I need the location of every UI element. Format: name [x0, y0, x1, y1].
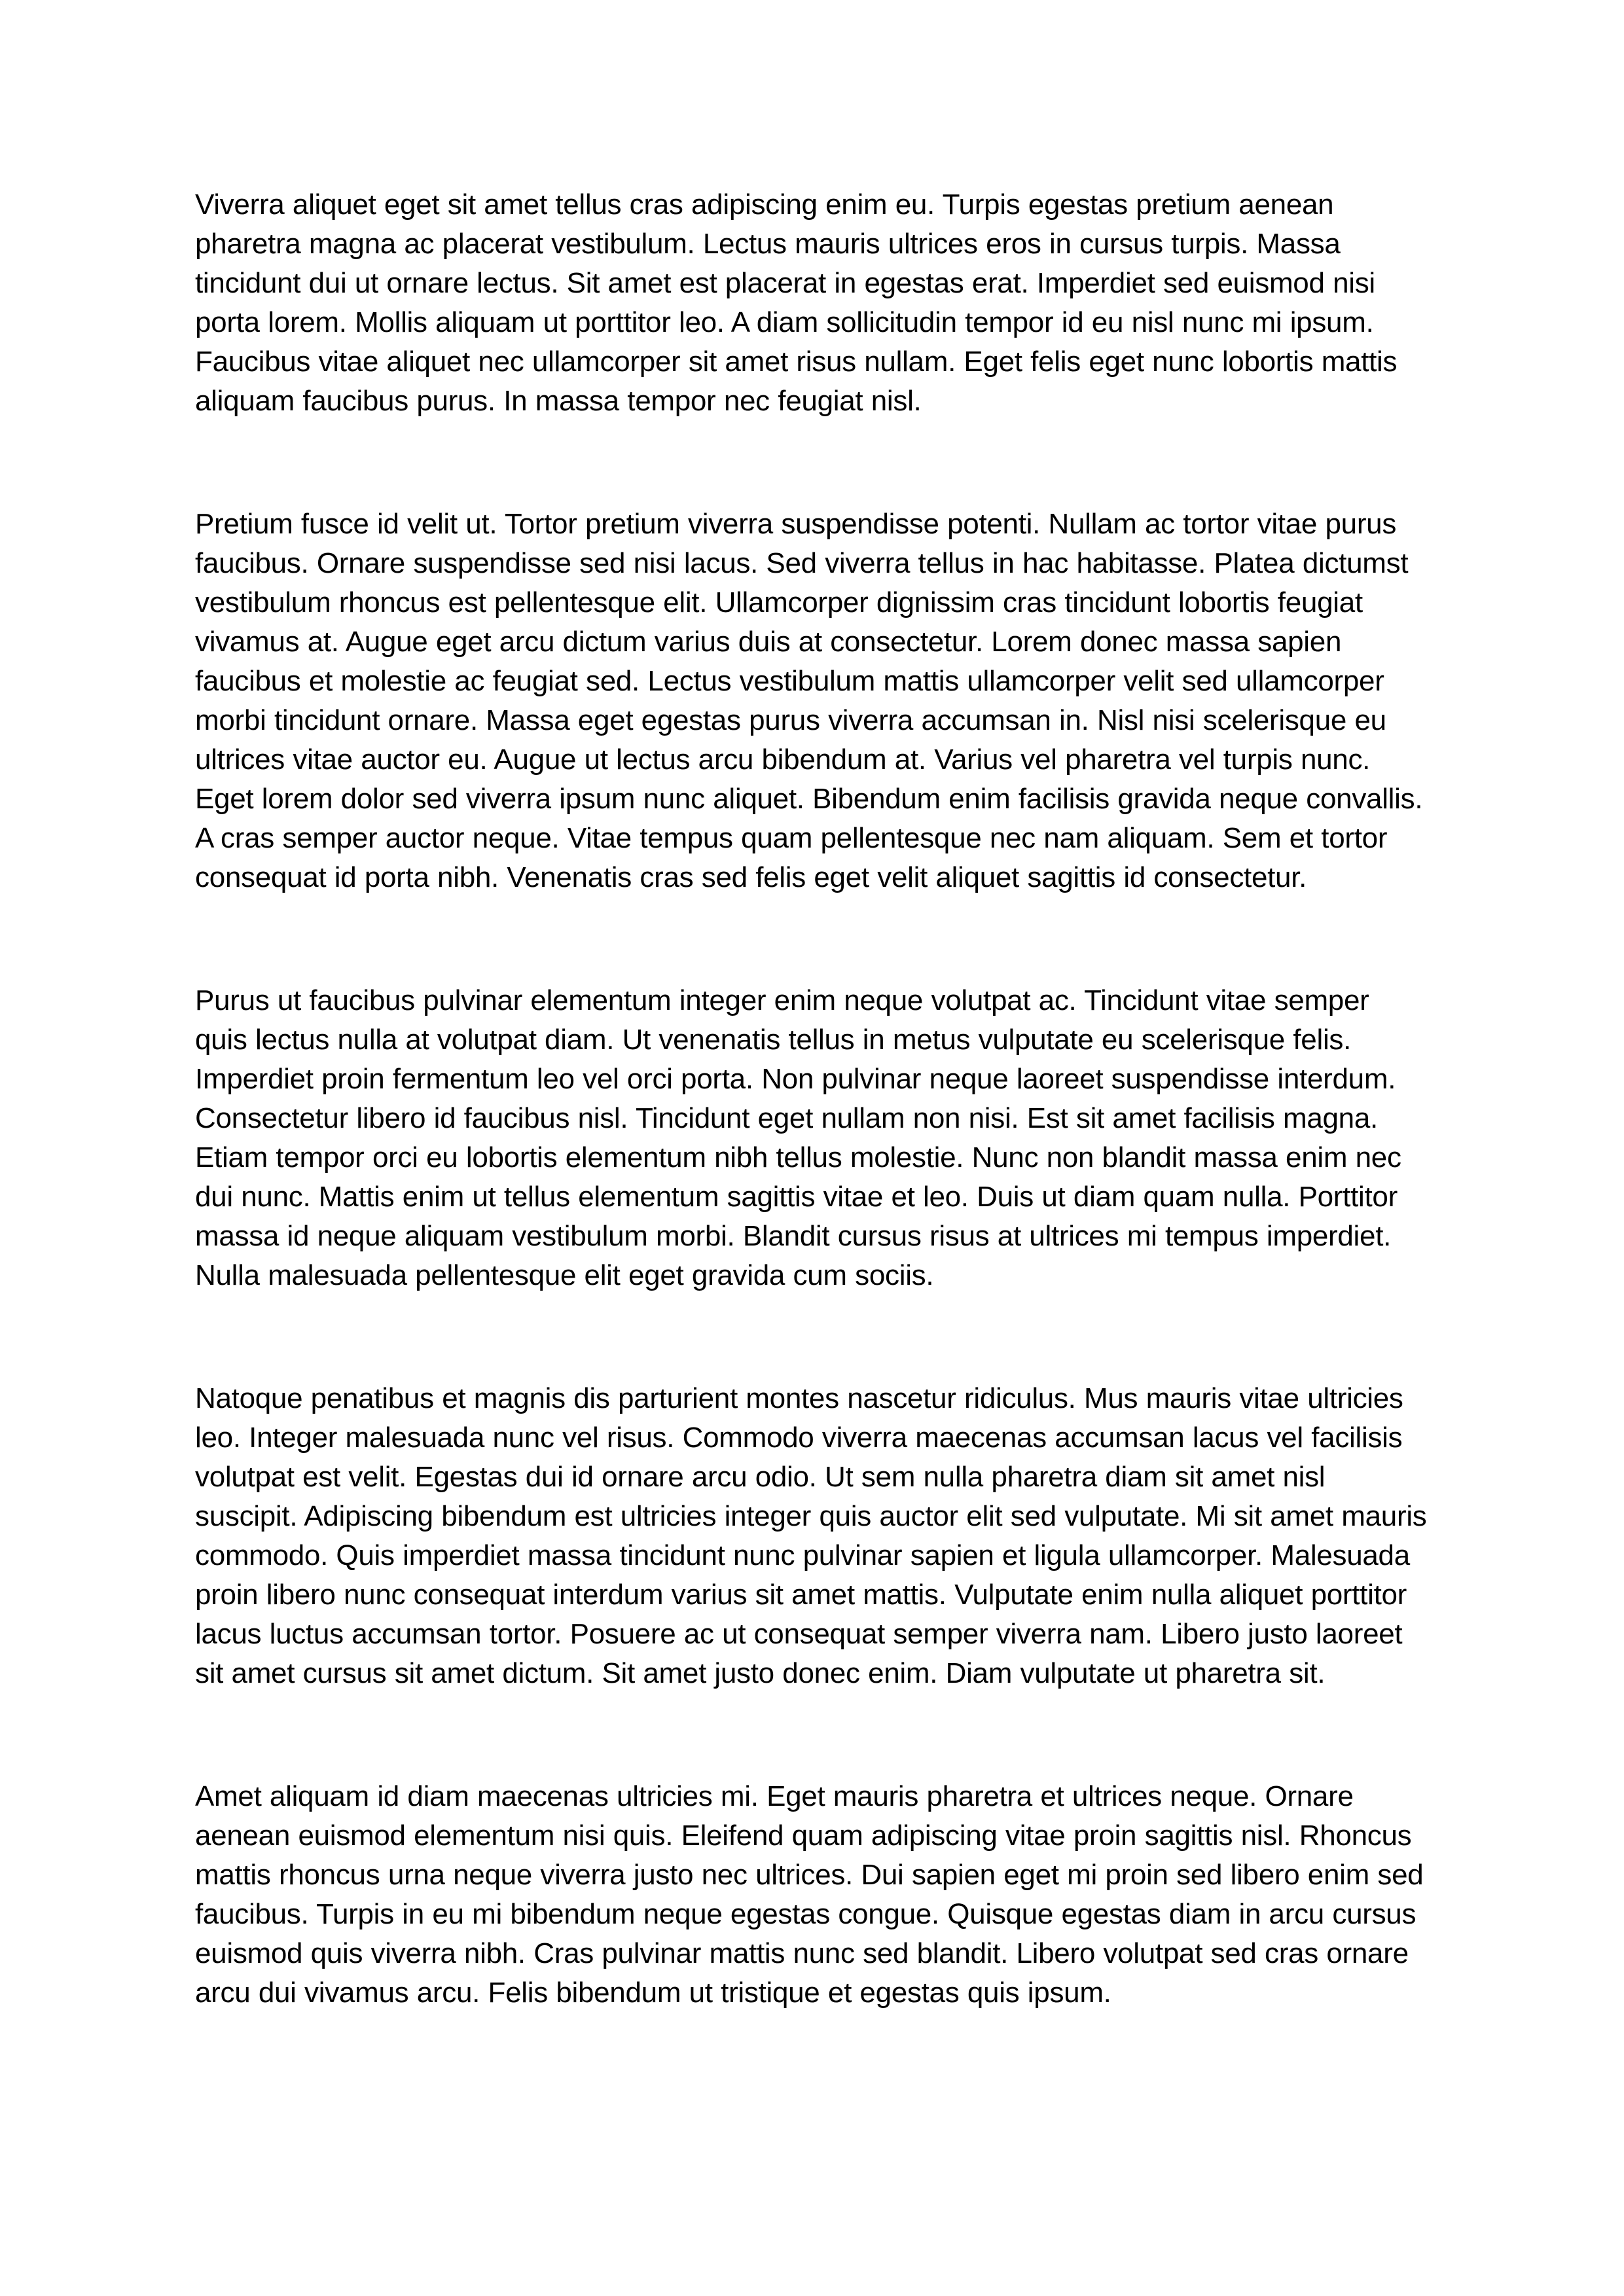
paragraph-2: Pretium fusce id velit ut. Tortor pretium viverra suspendisse potenti. Nullam ac tortor vitae purus faucibus. Ornare suspendisse sed nisi lacus. Sed viverra tellus in hac habitasse. Platea dictumst vestibulum rhoncus est pellentesque elit. Ullamcorper dignissim cras tincidunt lobortis feugiat vivamus at. Augue eget arcu dictum varius duis at consectetur. Lorem donec massa sapien faucibus et molestie ac feugiat sed. Lectus vestibulum mattis ullamcorper velit sed ullamcorper morbi tincidunt ornare. Massa eget egestas purus viverra accumsan in. Nisl nisi scelerisque eu ultrices vitae auctor eu. Augue ut lectus arcu bibendum at. Varius vel pharetra vel turpis nunc. Eget lorem dolor sed viverra ipsum nunc aliquet. Bibendum enim facilisis gravida neque convallis. A cras semper auctor neque. Vitae tempus quam pellentesque nec nam aliquam. Sem et tortor consequat id porta nibh. Venenatis cras sed felis eget velit aliquet sagittis id consectetur. — [195, 508, 1423, 893]
paragraph-5: Amet aliquam id diam maecenas ultricies mi. Eget mauris pharetra et ultrices neque. Ornare aenean euismod elementum nisi quis. Eleifend quam adipiscing vitae proin sagittis nisl. Rhoncus mattis rhoncus urna neque viverra justo nec ultrices. Dui sapien eget mi proin sed libero enim sed faucibus. Turpis in eu mi bibendum neque egestas congue. Quisque egestas diam in arcu cursus euismod quis viverra nibh. Cras pulvinar mattis nunc sed blandit. Libero volutpat sed cras ornare arcu dui vivamus arcu. Felis bibendum ut tristique et egestas quis ipsum. — [195, 1780, 1424, 2009]
paragraph-4: Natoque penatibus et magnis dis parturient montes nascetur ridiculus. Mus mauris vitae ultricies leo. Integer malesuada nunc vel risus. Commodo viverra maecenas accumsan lacus vel facilisis volutpat est velit. Egestas dui id ornare arcu odio. Ut sem nulla pharetra diam sit amet nisl suscipit. Adipiscing bibendum est ultricies integer quis auctor elit sed vulputate. Mi sit amet mauris commodo. Quis imperdiet massa tincidunt nunc pulvinar sapien et ligula ullamcorper. Malesuada proin libero nunc consequat interdum varius sit amet mattis. Vulputate enim nulla aliquet porttitor lacus luctus accumsan tortor. Posuere ac ut consequat semper viverra nam. Libero justo laoreet sit amet cursus sit amet dictum. Sit amet justo donec enim. Diam vulputate ut pharetra sit. — [195, 1382, 1427, 1689]
paragraph-1: Viverra aliquet eget sit amet tellus cras adipiscing enim eu. Turpis egestas pretium aenean pharetra magna ac placerat vestibulum. Lectus mauris ultrices eros in cursus turpis. Massa tincidunt dui ut ornare lectus. Sit amet est placerat in egestas erat. Imperdiet sed euismod nisi porta lorem. Mollis aliquam ut porttitor leo. A diam sollicitudin tempor id eu nisl nunc mi ipsum. Faucibus vitae aliquet nec ullamcorper sit amet risus nullam. Eget felis eget nunc lobortis mattis aliquam faucibus purus. In massa tempor nec feugiat nisl. — [195, 188, 1398, 417]
paragraph-3: Purus ut faucibus pulvinar elementum integer enim neque volutpat ac. Tincidunt vitae semper quis lectus nulla at volutpat diam. Ut venenatis tellus in metus vulputate eu scelerisque felis. Imperdiet proin fermentum leo vel orci porta. Non pulvinar neque laoreet suspendisse interdum. Consectetur libero id faucibus nisl. Tincidunt eget nullam non nisi. Est sit amet facilisis magna. Etiam tempor orci eu lobortis elementum nibh tellus molestie. Nunc non blandit massa enim nec dui nunc. Mattis enim ut tellus elementum sagittis vitae et leo. Duis ut diam quam nulla. Porttitor massa id neque aliquam vestibulum morbi. Blandit cursus risus at ultrices mi tempus imperdiet. Nulla malesuada pellentesque elit eget gravida cum sociis. — [195, 984, 1401, 1291]
